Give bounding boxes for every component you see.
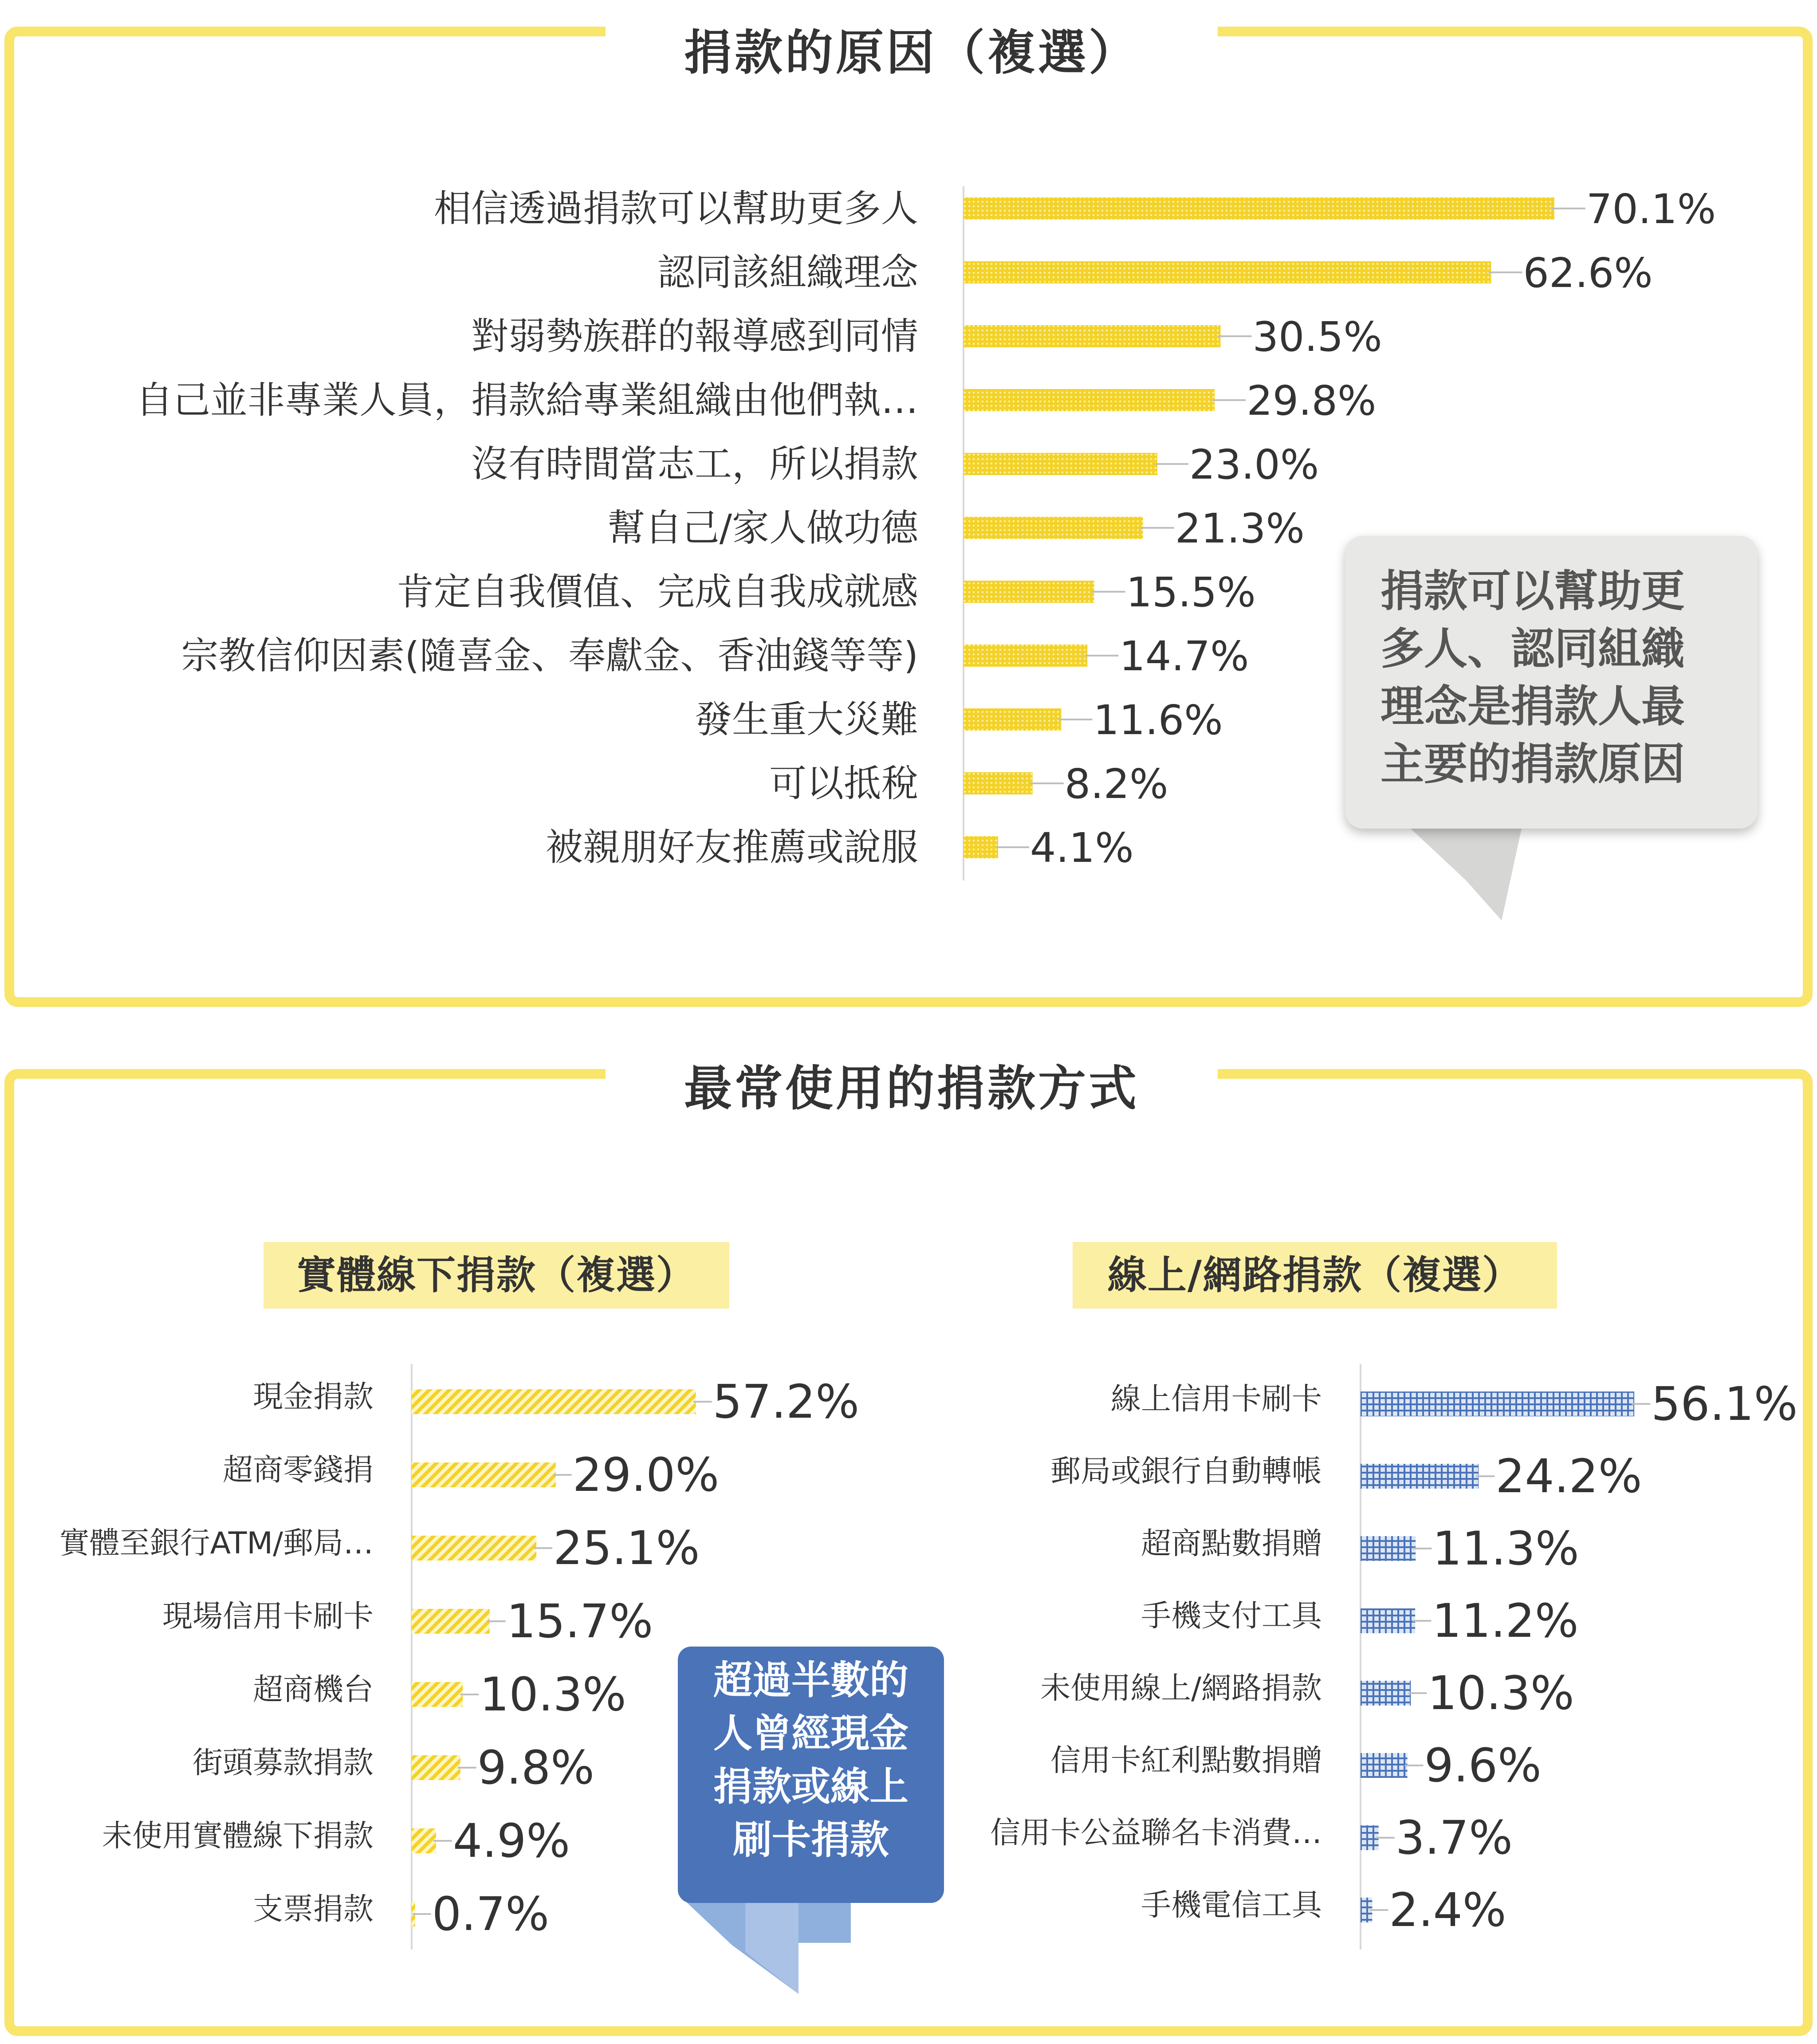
data-label: 3.7% <box>1395 1811 1513 1865</box>
category-label: 手機電信工具 <box>1141 1888 1322 1923</box>
data-label: 11.2% <box>1432 1594 1579 1648</box>
offline-subtitle: 實體線下捐款（複選） <box>264 1242 729 1309</box>
data-label: 57.2% <box>712 1375 860 1429</box>
blue-callout-line-1: 超過半數的 <box>713 1657 908 1703</box>
category-label: 線上信用卡刷卡 <box>1110 1382 1322 1417</box>
data-label: 29.8% <box>1247 377 1377 425</box>
category-label: 街頭募款捐款 <box>192 1745 374 1781</box>
data-label: 11.3% <box>1432 1521 1579 1576</box>
data-label: 10.3% <box>480 1667 626 1722</box>
category-label: 實體至銀行ATM/郵局… <box>59 1526 374 1561</box>
data-label: 2.4% <box>1389 1883 1506 1937</box>
category-label: 超商機台 <box>252 1672 374 1707</box>
category-label: 超商點數捐贈 <box>1141 1526 1322 1561</box>
chart-bar <box>412 1755 460 1780</box>
chart-bar <box>1361 1681 1411 1706</box>
blue-callout-line-2: 人曾經現金 <box>713 1710 908 1756</box>
category-label: 認同該組織理念 <box>657 251 918 294</box>
category-label: 發生重大災難 <box>694 698 918 741</box>
category-label: 支票捐款 <box>252 1892 374 1927</box>
data-label: 14.7% <box>1119 633 1249 680</box>
category-label: 信用卡紅利點數捐贈 <box>1050 1743 1322 1778</box>
grey-callout-text <box>1380 562 1735 793</box>
data-label: 15.7% <box>506 1594 653 1648</box>
chart-bar <box>1361 1825 1379 1850</box>
data-label: 25.1% <box>553 1521 700 1575</box>
category-label: 幫自己/家人做功德 <box>607 506 918 550</box>
category-label: 自己並非專業人員，捐款給專業組織由他們執… <box>135 378 918 422</box>
data-label: 56.1% <box>1651 1377 1798 1431</box>
category-label: 信用卡公益聯名卡消費… <box>990 1816 1322 1851</box>
chart-bar <box>964 772 1033 794</box>
chart-bar <box>1361 1608 1415 1633</box>
grey-callout-line-4: 主要的捐款原因 <box>1380 739 1685 790</box>
data-label: 29.0% <box>572 1448 720 1502</box>
data-label: 30.5% <box>1252 313 1382 361</box>
chart-bar <box>964 517 1143 539</box>
category-label: 對弱勢族群的報導感到同情 <box>471 314 918 358</box>
category-label: 沒有時間當志工，所以捐款 <box>471 442 918 486</box>
data-label: 4.9% <box>452 1814 570 1868</box>
chart-bar <box>964 645 1087 667</box>
chart-bar <box>412 1536 536 1561</box>
data-label: 11.6% <box>1093 696 1223 744</box>
online-subtitle: 線上/網路捐款（複選） <box>1073 1242 1557 1309</box>
category-label: 宗教信仰因素(隨喜金、奉獻金、香油錢等等) <box>181 634 918 677</box>
chart-bar <box>412 1609 490 1634</box>
data-label: 24.2% <box>1495 1449 1642 1503</box>
blue-callout-line-3: 捐款或線上 <box>713 1764 908 1809</box>
category-label: 相信透過捐款可以幫助更多人 <box>433 187 918 230</box>
data-label: 23.0% <box>1189 441 1319 488</box>
data-label: 70.1% <box>1586 185 1716 233</box>
data-label: 21.3% <box>1175 505 1305 552</box>
data-label: 10.3% <box>1428 1666 1574 1720</box>
chart-bar <box>964 836 998 858</box>
chart-bar <box>964 325 1221 347</box>
data-label: 0.7% <box>432 1887 550 1941</box>
methods-panel-title: 最常使用的捐款方式 <box>606 1058 1218 1120</box>
category-label: 超商零錢捐 <box>222 1453 374 1488</box>
chart-bar <box>1361 1753 1408 1778</box>
category-label: 未使用實體線下捐款 <box>102 1819 374 1854</box>
chart-bar <box>964 581 1094 603</box>
data-label: 62.6% <box>1523 249 1653 297</box>
category-label: 被親朋好友推薦或說服 <box>545 825 918 869</box>
chart-bar <box>964 453 1157 475</box>
category-label: 現場信用卡刷卡 <box>162 1599 374 1634</box>
blue-callout-text <box>683 1654 939 1867</box>
chart-bar <box>412 1682 463 1707</box>
grey-callout-line-1: 捐款可以幫助更 <box>1380 566 1685 617</box>
chart-bar <box>412 1462 556 1487</box>
chart-bar <box>1361 1536 1416 1561</box>
grey-callout-line-3: 理念是捐款人最 <box>1380 681 1685 732</box>
data-label: 4.1% <box>1030 824 1134 872</box>
data-label: 15.5% <box>1126 569 1256 616</box>
category-label: 郵局或銀行自動轉帳 <box>1050 1454 1322 1489</box>
category-label: 未使用線上/網路捐款 <box>1040 1671 1322 1706</box>
category-label: 肯定自我價值、完成自我成就感 <box>396 570 918 613</box>
chart-bar <box>412 1828 436 1853</box>
chart-bar <box>964 261 1491 283</box>
data-label: 9.6% <box>1424 1738 1542 1792</box>
grey-callout-line-2: 多人、認同組織 <box>1380 624 1685 674</box>
chart-bar <box>412 1389 696 1414</box>
category-label: 現金捐款 <box>252 1380 374 1415</box>
data-label: 9.8% <box>477 1741 594 1795</box>
data-label: 8.2% <box>1064 760 1168 808</box>
chart-bar <box>964 708 1061 731</box>
category-label: 手機支付工具 <box>1141 1599 1322 1634</box>
chart-bar <box>1361 1464 1479 1489</box>
chart-bar <box>964 197 1554 220</box>
chart-bar <box>964 389 1215 411</box>
reasons-panel-title: 捐款的原因（複選） <box>606 22 1218 84</box>
chart-bar <box>1361 1391 1634 1416</box>
blue-callout-line-4: 刷卡捐款 <box>732 1817 889 1863</box>
category-label: 可以抵稅 <box>769 762 918 805</box>
